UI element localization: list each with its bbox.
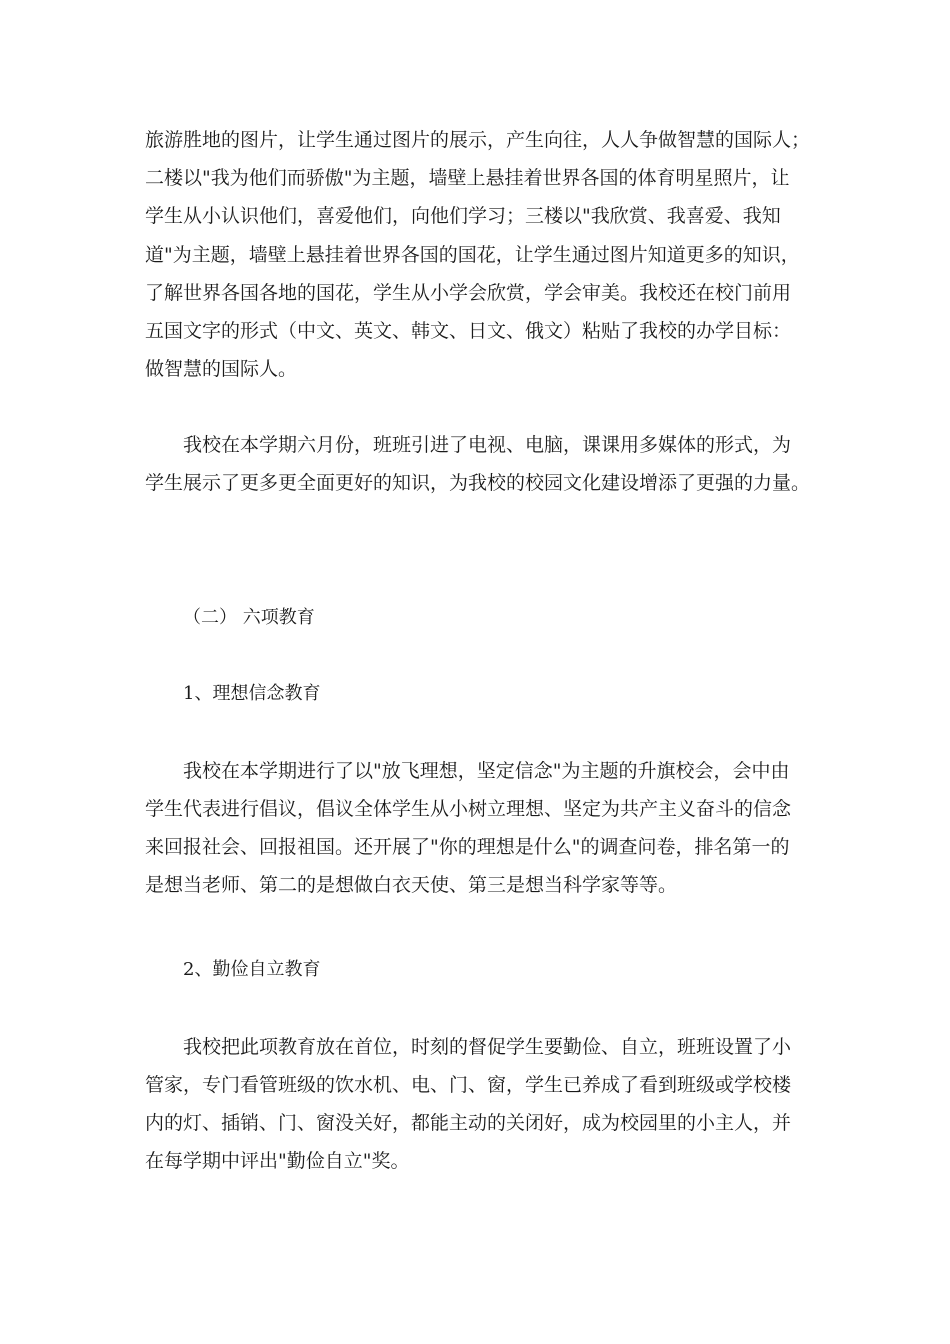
paragraph-line: 做智慧的国际人。	[145, 358, 298, 380]
paragraph-line: 五国文字的形式（中文、英文、韩文、日文、俄文）粘贴了我校的办学目标：	[145, 320, 792, 342]
paragraph-line: 学生展示了更多更全面更好的知识，为我校的校园文化建设增添了更强的力量。	[145, 472, 811, 494]
paragraph-line: 二楼以"我为他们而骄傲"为主题，墙壁上悬挂着世界各国的体育明星照片，让	[145, 167, 790, 189]
paragraph-line: 内的灯、插销、门、窗没关好，都能主动的关闭好，成为校园里的小主人，并	[145, 1112, 792, 1134]
section-heading: （二） 六项教育	[183, 607, 315, 628]
paragraph-line: 学生代表进行倡议，倡议全体学生从小树立理想、坚定为共产主义奋斗的信念	[145, 798, 792, 820]
paragraph-line: 是想当老师、第二的是想做白衣天使、第三是想当科学家等等。	[145, 874, 678, 896]
subheading: 1、理想信念教育	[183, 683, 321, 704]
paragraph-line: 来回报社会、回报祖国。还开展了"你的理想是什么"的调查问卷，排名第一的	[145, 836, 790, 858]
paragraph-line: 管家，专门看管班级的饮水机、电、门、窗，学生已养成了看到班级或学校楼	[145, 1074, 792, 1096]
paragraph-line: 旅游胜地的图片，让学生通过图片的展示，产生向往，人人争做智慧的国际人；	[145, 129, 811, 151]
paragraph-line: 在每学期中评出"勤俭自立"奖。	[145, 1150, 410, 1172]
paragraph-line: 道"为主题，墙壁上悬挂着世界各国的国花，让学生通过图片知道更多的知识，	[145, 244, 800, 266]
paragraph-line: 我校把此项教育放在首位，时刻的督促学生要勤俭、自立，班班设置了小	[183, 1036, 792, 1058]
paragraph-line: 学生从小认识他们，喜爱他们，向他们学习；三楼以"我欣赏、我喜爱、我知	[145, 205, 781, 227]
paragraph-line: 我校在本学期六月份，班班引进了电视、电脑，课课用多媒体的形式，为	[183, 434, 792, 456]
paragraph-line: 了解世界各国各地的国花，学生从小学会欣赏，学会审美。我校还在校门前用	[145, 282, 792, 304]
paragraph-line: 我校在本学期进行了以"放飞理想，坚定信念"为主题的升旗校会，会中由	[183, 760, 790, 782]
subheading: 2、勤俭自立教育	[183, 959, 321, 980]
